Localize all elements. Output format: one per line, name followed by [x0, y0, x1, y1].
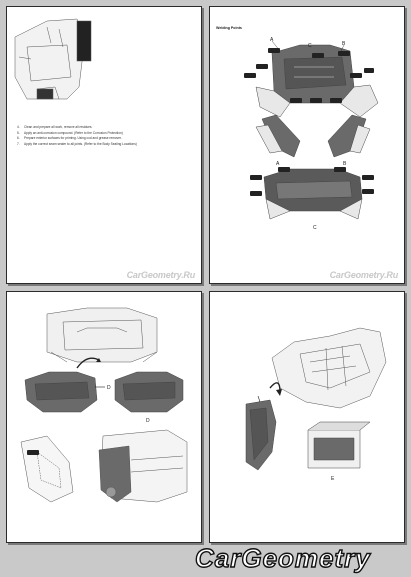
manual-page-4 — [209, 291, 405, 543]
procedure-step: 5. Apply an anti-corrosion compound. (Refer to the Corrosion Protection) — [17, 130, 123, 135]
page4-illustration — [210, 292, 404, 542]
brand-logo: CarGeometry — [195, 543, 371, 573]
procedure-steps — [17, 125, 197, 147]
callout-label-a: A — [270, 37, 274, 43]
detail-label-b: B — [343, 161, 347, 167]
callout-label-c: C — [308, 43, 312, 49]
procedure-step: 6. Prepare exterior surfaces for priming. Using cod and grease remover. — [17, 136, 122, 141]
page3-illustration — [7, 292, 201, 542]
manual-page-3 — [6, 291, 202, 543]
detail-label-d: D — [146, 418, 150, 424]
watermark: CarGeometry.Ru — [329, 270, 398, 280]
detail-label-a: A — [276, 161, 280, 167]
callout-label-b: B — [342, 41, 346, 47]
detail-label-e: E — [331, 476, 335, 482]
page-title: Welding Points — [216, 26, 242, 30]
procedure-step: 7. Apply the correct seam sealer to all joints. (Refer to the Body Sealing Locations) — [17, 141, 137, 146]
watermark: CarGeometry.Ru — [126, 270, 195, 280]
manual-page-2 — [209, 6, 405, 284]
welding-points-diagram — [210, 7, 404, 283]
detail-label-c: C — [313, 225, 317, 231]
procedure-step: 4. Clean and prepare all work, remove all residues. — [17, 125, 93, 129]
view-label-d: D — [107, 385, 111, 391]
manual-page-1 — [6, 6, 202, 284]
